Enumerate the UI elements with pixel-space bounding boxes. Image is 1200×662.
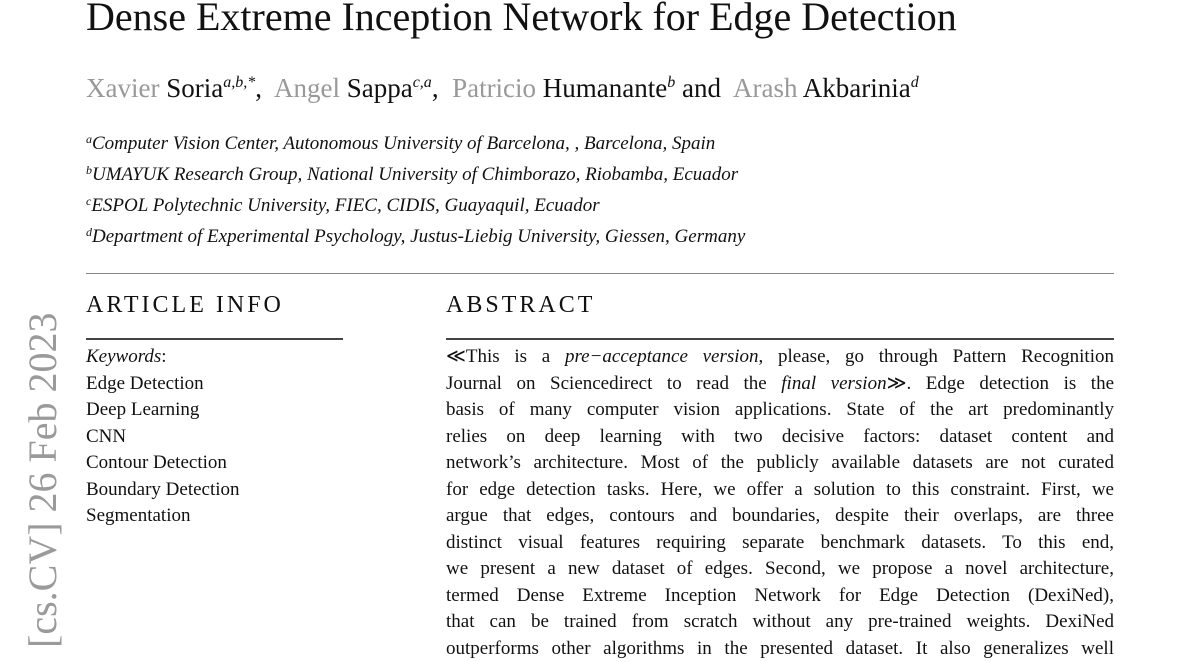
affiliation-mark: d <box>86 225 92 239</box>
keyword: CNN <box>86 424 240 451</box>
keywords-label-line: Keywords: <box>86 344 240 371</box>
arxiv-stamp: [cs.CV] 26 Feb 2023 <box>20 312 66 648</box>
affiliation-list <box>86 131 745 255</box>
keywords-label: Keywords <box>86 346 161 367</box>
affiliation-mark: c <box>86 194 91 208</box>
keyword: Deep Learning <box>86 397 240 424</box>
author <box>86 73 262 103</box>
abstract-text: ≪This is a <box>446 346 565 367</box>
author-affiliation-marks: a,b,* <box>223 74 255 91</box>
paper-title: Dense Extreme Inception Network for Edge Detection <box>86 0 957 40</box>
abstract-line <box>446 371 1114 398</box>
abstract-line: network’s architecture. Most of the publicly available datasets are not curated <box>446 450 1114 477</box>
author-first-name: Arash <box>733 73 797 103</box>
abstract-text: ≫. Edge detection is the <box>887 373 1114 394</box>
abstract-line: we present a new dataset of edges. Second, we propose a novel architecture, <box>446 556 1114 583</box>
author-list <box>86 70 919 106</box>
author-affiliation-marks: d <box>911 74 919 91</box>
article-info-heading: ARTICLE INFO <box>86 290 284 320</box>
affiliation-text: Computer Vision Center, Autonomous University of Barcelona, , Barcelona, Spain <box>92 133 715 154</box>
abstract-text: , please, go through Pattern Recognition <box>759 346 1114 367</box>
article-info-divider <box>86 338 343 340</box>
keywords-list <box>86 344 240 530</box>
header-divider <box>86 273 1114 274</box>
author-first-name: Angel <box>274 73 340 103</box>
abstract-line: relies on deep learning with two decisive factors: dataset content and <box>446 424 1114 451</box>
affiliation <box>86 131 745 162</box>
author-last-name: Soria <box>166 73 223 103</box>
keyword: Segmentation <box>86 503 240 530</box>
author-separator: , <box>432 73 439 103</box>
affiliation-mark: a <box>86 132 92 146</box>
affiliation-text: Department of Experimental Psychology, Justus-Liebig University, Giessen, Germany <box>92 226 745 247</box>
abstract-line: distinct visual features requiring separate benchmark datasets. To this end, <box>446 530 1114 557</box>
abstract-line <box>446 344 1114 371</box>
affiliation-mark: b <box>86 163 92 177</box>
affiliation <box>86 224 745 255</box>
author-first-name: Xavier <box>86 73 159 103</box>
author-separator: and <box>675 73 721 103</box>
abstract-emphasis: final version <box>781 373 886 394</box>
affiliation <box>86 162 745 193</box>
author-separator: , <box>255 73 262 103</box>
author-last-name: Humanante <box>543 73 667 103</box>
keyword: Boundary Detection <box>86 477 240 504</box>
affiliation <box>86 193 745 224</box>
abstract-line: that can be trained from scratch without any pre-trained weights. DexiNed <box>446 609 1114 636</box>
abstract-heading: ABSTRACT <box>446 290 595 320</box>
author-last-name: Sappa <box>347 73 413 103</box>
author-last-name: Akbarinia <box>803 73 911 103</box>
abstract-divider <box>446 338 1114 340</box>
keyword: Contour Detection <box>86 450 240 477</box>
abstract-line: for edge detection tasks. Here, we offer a solution to this constraint. First, we <box>446 477 1114 504</box>
author <box>733 73 919 103</box>
abstract-line: basis of many computer vision applications. State of the art predominantly <box>446 397 1114 424</box>
abstract-body <box>446 344 1114 662</box>
author-first-name: Patricio <box>452 73 536 103</box>
abstract-emphasis: pre−acceptance version <box>565 346 759 367</box>
author-affiliation-marks: c,a <box>413 74 432 91</box>
abstract-line: argue that edges, contours and boundaries, despite their overlaps, are three <box>446 503 1114 530</box>
affiliation-text: ESPOL Polytechnic University, FIEC, CIDIS, Guayaquil, Ecuador <box>91 195 599 216</box>
keyword: Edge Detection <box>86 371 240 398</box>
affiliation-text: UMAYUK Research Group, National University of Chimborazo, Riobamba, Ecuador <box>92 164 738 185</box>
abstract-line: termed Dense Extreme Inception Network for Edge Detection (DexiNed), <box>446 583 1114 610</box>
abstract-text: Journal on Sciencedirect to read the <box>446 373 781 394</box>
author <box>452 73 721 103</box>
abstract-line: outperforms other algorithms in the presented dataset. It also generalizes well <box>446 636 1114 662</box>
author <box>274 73 439 103</box>
author-affiliation-marks: b <box>667 74 675 91</box>
